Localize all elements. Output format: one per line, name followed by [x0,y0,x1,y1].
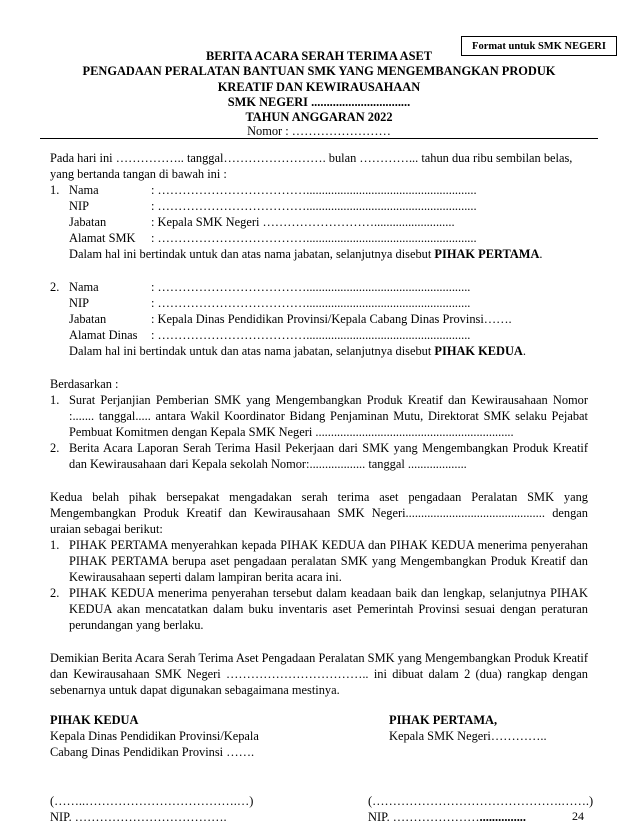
party1-alamat-label: Alamat SMK [69,231,136,245]
party1-nip-label: NIP [69,199,89,213]
party2-alamat-label: Alamat Dinas [69,328,138,342]
party1-statement: Dalam hal ini bertindak untuk dan atas nama jabatan, selanjutnya disebut PIHAK PERTAMA. [69,247,543,261]
party1-number: 1. [50,183,60,197]
doc-title-line-2: PENGADAAN PERALATAN BANTUAN SMK YANG MENGEMBANGKAN PRODUK [82,64,556,78]
party1-alamat-value: : ………………………………....................................................... [151,231,477,245]
party2-jabatan-label: Jabatan [69,312,107,326]
party1-nama-label: Nama [69,183,99,197]
party2-nip-value: : ………………………………..................................................... [151,296,471,310]
agreement-item: PIHAK KEDUA menerima penyerahan tersebut dalam keadaan baik dan lengkap, selanjutnya PIHAK KEDUA akan mencatatkan dalam buku inventaris aset Pemerintah Provinsi sesuai dengan peraturan perundangan yang berlaku. [69,586,588,632]
basis-item: Berita Acara Laporan Serah Terima Hasil Pekerjaan dari SMK yang Mengembangkan Produk Kreatif dan Kewirausahaan dari Kepala sekolah Nomor:.................. tanggal ................... [69,441,588,471]
doc-title: BERITA ACARA SERAH TERIMA ASET [205,49,433,63]
party1-jabatan-label: Jabatan [69,215,107,229]
intro-line: Pada hari ini …………….. tanggal……………………. bulan …………... tahun dua ribu sembilan belas, [50,151,573,165]
party2-alamat-value: : ………………………………..................................................... [151,328,471,342]
party2-nama-value: : ………………………………..................................................... [151,280,471,294]
sign-left-title: PIHAK KEDUA [50,713,139,727]
page-number: 24 [572,809,584,823]
basis-heading: Berdasarkan : [50,377,119,391]
agreement-item: PIHAK PERTAMA menyerahkan kepada PIHAK KEDUA dan PIHAK KEDUA menerima penyerahan PIHAK PERTAMA berupa aset pengadaan peralatan SMK yang Mengembangkan Produk Kreatif dan Kewirausahaan seperti dalam lampiran berita acara ini. [69,538,588,584]
basis-item-number: 1. [50,393,60,407]
agreement-item-number: 1. [50,538,60,552]
closing-paragraph: Demikian Berita Acara Serah Terima Aset Pengadaan Peralatan SMK yang Mengembangkan Produk Kreatif dan Kewirausahaan SMK Negeri …………………………….. ini dibuat dalam 2 (dua) rangkap dengan sebenarnya untuk dapat digunakan sebagaimana mestinya. [50,651,588,697]
intro-line-2: yang bertanda tangan di bawah ini : [50,167,227,181]
sign-left-position-2: Cabang Dinas Pendidikan Provinsi ……. [50,745,255,759]
party2-nama-label: Nama [69,280,99,294]
sign-right-nip: NIP. …………………............... [368,810,526,824]
party2-nip-label: NIP [69,296,89,310]
party2-jabatan-value: : Kepala Dinas Pendidikan Provinsi/Kepala Cabang Dinas Provinsi……. [151,312,512,326]
agreement-intro: Kedua belah pihak bersepakat mengadakan serah terima aset pengadaan Peralatan SMK yang Mengembangkan Produk Kreatif dan Kewirausahaan SMK Negeri............................................. dengan uraian sebagai berikut: [50,490,588,536]
doc-title-line-3: KREATIF DAN KEWIRAUSAHAAN [217,80,421,94]
sign-left-name: (……..……………………………….…) [50,794,254,808]
sign-right-name: (……………………………………….…….) [368,794,594,808]
party2-number: 2. [50,280,60,294]
sign-left-nip: NIP. ………………………………. [50,810,227,824]
sign-right-position: Kepala SMK Negeri………….. [389,729,547,743]
basis-item-number: 2. [50,441,60,455]
party1-nip-value: : ………………………………....................................................... [151,199,477,213]
party2-statement: Dalam hal ini bertindak untuk dan atas nama jabatan, selanjutnya disebut PIHAK KEDUA. [69,344,526,358]
format-tag: Format untuk SMK NEGERI [461,36,617,56]
title-divider [40,138,598,139]
doc-number: Nomor : …………………… [247,124,391,138]
agreement-item-number: 2. [50,586,60,600]
doc-title-line-4: SMK NEGERI ................................ [227,95,411,109]
party1-jabatan-value: : Kepala SMK Negeri ……………………….......................... [151,215,455,229]
basis-item: Surat Perjanjian Pemberian SMK yang Mengembangkan Produk Kreatif dan Kewirausahaan Nomor :....... tanggal..... antara Wakil Koordinator Bidang Penjaminan Mutu, Direktorat SMK selaku Pejabat Pembuat Komitmen dengan Kepala SMK Negeri ................................................................ [69,393,588,439]
party1-nama-value: : ………………………………....................................................... [151,183,477,197]
sign-left-position: Kepala Dinas Pendidikan Provinsi/Kepala [50,729,259,743]
sign-right-title: PIHAK PERTAMA, [389,713,498,727]
doc-title-line-5: TAHUN ANGGARAN 2022 [245,110,393,124]
